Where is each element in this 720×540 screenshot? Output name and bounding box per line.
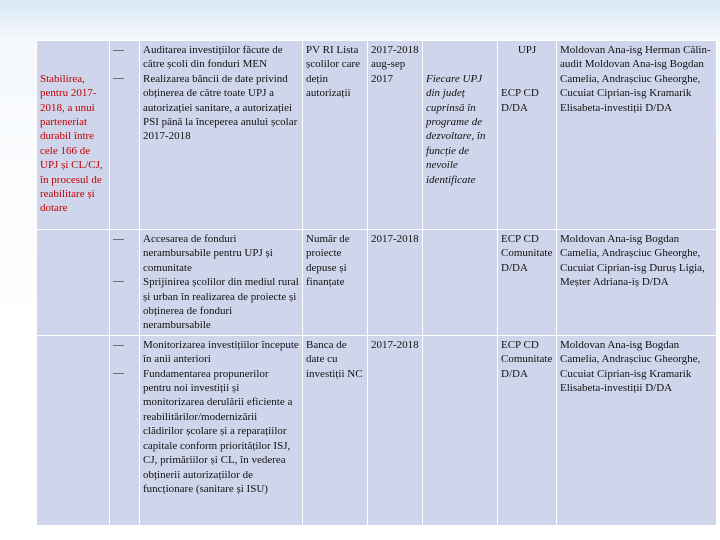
term-cell: 2017-2018 aug-sep 2017 <box>368 41 423 230</box>
objective-cell-empty <box>37 230 110 336</box>
list-dash: — <box>113 72 124 85</box>
dash-cell <box>110 230 140 336</box>
actions-cell <box>140 41 303 230</box>
dash-cell <box>110 335 140 525</box>
action-item: Fundamentarea propunerilor pentru noi investiții și monitorizarea derulării eficiente a reabilitărilor/modernizării clădirilor școlare și a reparațiilor capitale conform priorităților ISJ, CJ, primăriilor și CL, în vederea obținerii autorizațiilor de funcționare (sanitare și ISU) <box>143 367 293 495</box>
objective-cell-empty <box>37 335 110 525</box>
list-dash: — <box>113 233 124 245</box>
responsible-cell: ECP CD Comunitate D/DA <box>498 335 557 525</box>
responsible-cell: ECP CD Comunitate D/DA <box>498 230 557 336</box>
term-cell: 2017-2018 <box>368 335 423 525</box>
action-item: Accesarea de fonduri nerambursabile pentru UPJ și comunitate <box>143 233 273 274</box>
beneficiaries-cell-empty <box>423 335 498 525</box>
indicator-cell: PV RI Lista școlilor care dețin autorizații <box>303 41 368 230</box>
persons-cell: Moldovan Ana-isg Bogdan Camelia, Andrașciuc Gheorghe, Cucuiat Ciprian-isg Kramarik Elisabeta-investiții D/DA <box>557 335 717 525</box>
list-dash: — <box>113 44 124 56</box>
table-row <box>37 335 717 525</box>
beneficiaries-cell <box>423 41 498 230</box>
indicator-cell: Banca de date cu investiții NC <box>303 335 368 525</box>
action-item: Auditarea investițiilor făcute de către școli din fonduri MEN <box>143 44 283 71</box>
beneficiaries-cell-empty <box>423 230 498 336</box>
list-dash: — <box>113 275 124 288</box>
indicator-cell: Număr de proiecte depuse și finanțate <box>303 230 368 336</box>
table-row <box>37 41 717 230</box>
table-row <box>37 230 717 336</box>
persons-cell: Moldovan Ana-isg Herman Călin-audit Moldovan Ana-isg Bogdan Camelia, Andrașciuc Gheorghe, Cucuiat Ciprian-isg Kramarik Elisabeta-investiții D/DA <box>557 41 717 230</box>
beneficiaries-text: Fiecare UPJ din județ cuprinsă în programe de dezvoltare, în funcție de nevoile identificate <box>426 72 486 186</box>
slide-top-gradient <box>0 0 720 40</box>
persons-cell: Moldovan Ana-isg Bogdan Camelia, Andrașciuc Gheorghe, Cucuiat Ciprian-isg Duruș Ligia, Meșter Adriana-iș D/DA <box>557 230 717 336</box>
actions-cell <box>140 335 303 525</box>
actions-cell <box>140 230 303 336</box>
list-dash: — <box>113 338 124 351</box>
action-plan-table <box>36 40 717 526</box>
objective-cell <box>37 41 110 230</box>
action-item: Monitorizarea investițiilor începute în anii anteriori <box>143 338 299 366</box>
objective-text: Stabilirea, pentru 2017-2018, a unui parteneriat durabil între cele 166 de UPJ și CL/CJ, în procesul de reabilitare și dotare <box>40 72 103 215</box>
list-dash: — <box>113 367 124 380</box>
action-item: Realizarea băncii de date privind obținerea de către toate UPJ a autorizației sanitare, a autorizației PSI până la începerea anului școlar 2017-2018 <box>143 72 298 143</box>
responsible-text: ECP CD D/DA <box>501 87 539 114</box>
action-item: Sprijinirea școlilor din mediul rural și urban în realizarea de proiecte și obținerea de fonduri nerambursabile <box>143 276 299 332</box>
responsible-cell <box>498 41 557 230</box>
dash-cell <box>110 41 140 230</box>
term-cell: 2017-2018 <box>368 230 423 336</box>
responsible-header: UPJ <box>517 44 537 56</box>
